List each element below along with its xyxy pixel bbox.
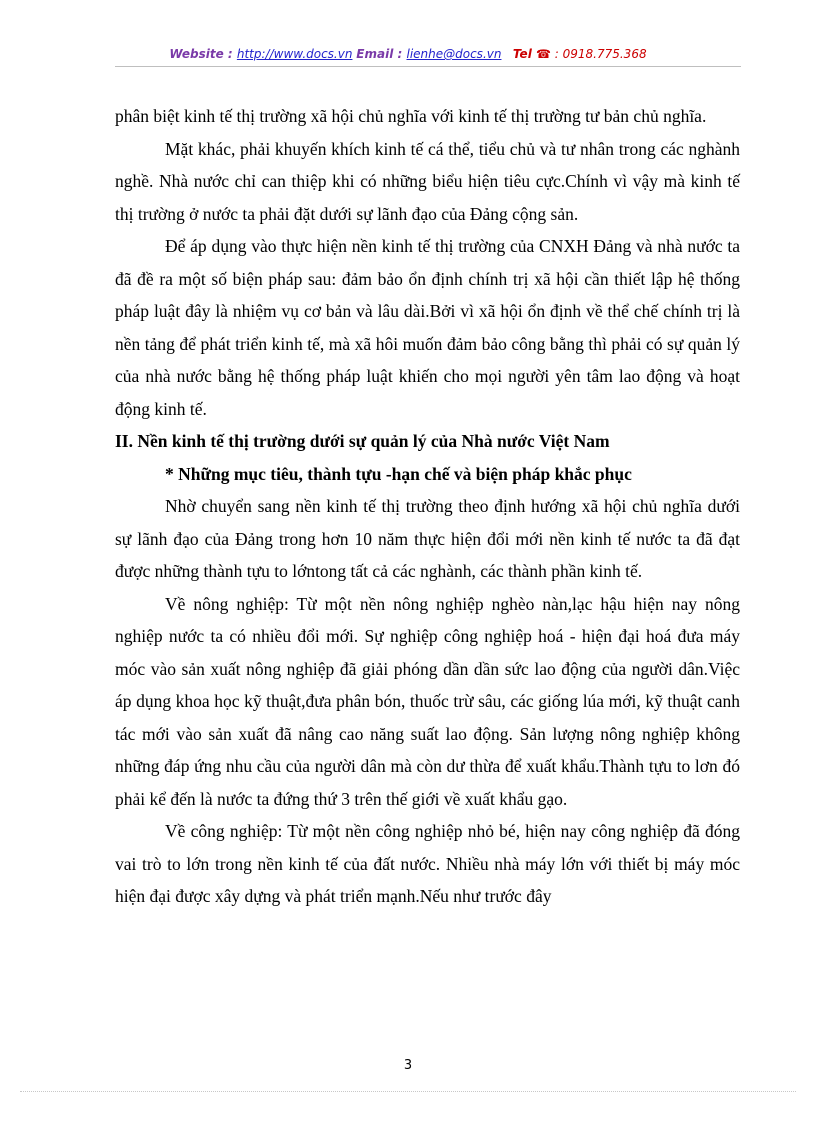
subsection-heading: * Những mục tiêu, thành tựu -hạn chế và biện pháp khắc phục [165,463,632,484]
email-link[interactable]: lienhe@docs.vn [406,47,502,61]
paragraph: Về nông nghiệp: Từ một nền nông nghiệp nghèo nàn,lạc hậu hiện nay nông nghiệp nước ta có nhiều đổi mới. Sự nghiệp công nghiệp hoá - hiện đại hoá đưa máy móc vào sản xuất nông nghiệp đã giải phóng dần dần sức lao động của người dân.Việc áp dụng khoa học kỹ thuật,đưa phân bón, thuốc trừ sâu, các giống lúa mới, kỹ thuật canh tác mới vào sản xuất đã nâng cao năng suất lao động. Sản lượng nông nghiệp không những đáp ứng nhu cầu của người dân mà còn dư thừa để xuất khẩu.Thành tựu to lơn đó phải kể đến là nước ta đứng thứ 3 trên thế giới về xuất khẩu gạo. [115,593,740,809]
footer-divider [20,1091,796,1092]
header-separator: : [223,47,237,61]
paragraph: Mặt khác, phải khuyến khích kinh tế cá thể, tiểu chủ và tư nhân trong các nghành nghề. Nhà nước chỉ can thiệp khi có những biểu hiện tiêu cực.Chính vì vậy mà kinh tế thị trường ở nước ta phải đặt dưới sự lãnh đạo của Đảng cộng sản. [115,138,740,224]
section-heading: II. Nền kinh tế thị trường dưới sự quản lý của Nhà nước Việt Nam [115,431,610,451]
header-divider [115,66,741,67]
paragraph: phân biệt kinh tế thị trường xã hội chủ nghĩa với kinh tế thị trường tư bản chủ nghĩa. [115,106,707,126]
website-label: Website [169,47,224,61]
page-number: 3 [403,1058,413,1073]
email-label: Email [356,47,394,61]
paragraph: Nhờ chuyển sang nền kinh tế thị trường theo định hướng xã hội chủ nghĩa dưới sự lãnh đạo của Đảng trong hơn 10 năm thực hiện đổi mới nền kinh tế nước ta đã đạt được những thành tựu to lớntong tất cả các nghành, các thành phần kinh tế. [115,496,740,581]
paragraph: Về công nghiệp: Từ một nền công nghiệp nhỏ bé, hiện nay công nghiệp đã đóng vai trò to lớn trong nền kinh tế của đất nước. Nhiều nhà máy lớn với thiết bị máy móc hiện đại được xây dựng và phát triển mạnh.Nếu như trước đây [115,821,740,906]
tel-value: : 0918.775.368 [550,47,647,61]
page-header [0,47,816,61]
header-separator: : [393,47,407,61]
website-link[interactable]: http://www.docs.vn [236,47,353,61]
document-body [115,100,740,913]
tel-label: Tel ☎ [512,47,551,61]
paragraph: Để áp dụng vào thực hiện nền kinh tế thị trường của CNXH Đảng và nhà nước ta đã đề ra một số biện pháp sau: đảm bảo ổn định chính trị xã hội cần thiết lập hệ thống pháp luật đây là nhiệm vụ cơ bản và lâu dài.Bởi vì xã hội ổn định về thể chế chính trị là nền tảng để phát triển kinh tế, mà xã hôi muốn đảm bảo công bằng thì phải có sự quản lý của nhà nước bằng hệ thống pháp luật khiến cho mọi người yên tâm lao động và hoạt động kinh tế. [115,236,740,419]
